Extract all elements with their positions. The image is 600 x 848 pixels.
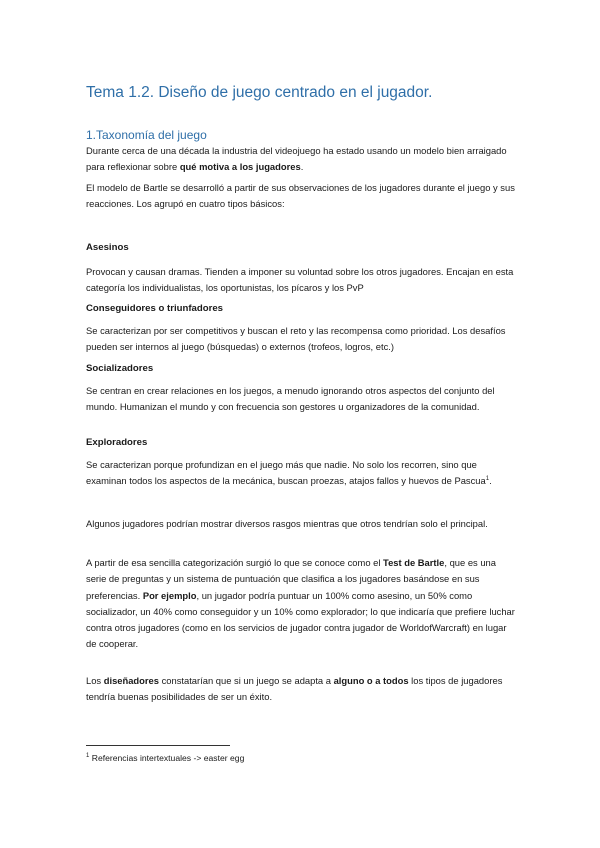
bartle-test-paragraph: A partir de esa sencilla categorización surgió lo que se conoce como el Test de Bartle, que es una serie de preguntas y un sistema de puntuación que clasifica a los jugadores basándose en sus preferencias. Por ejemplo, un jugador podría puntuar un 100% como asesino, un 50% como socializador, un 40% como conseguidor y un 10% como explorador; lo que indicaría que prefiere luchar contra otros jugadores (como en los servicios de jugador contra jugador de WorldofWarcraft) en lugar de cooperar. [86,557,515,650]
type-text-conseguidores: Se caracterizan por ser competitivos y buscan el reto y las recompensa como prioridad. Los desafíos pueden ser internos al juego (búsquedas) o externos (trofeos, logros, etc.) [86,325,506,353]
type-heading-asesinos: Asesinos [86,242,129,253]
designers-paragraph: Los diseñadores constatarían que si un juego se adapta a alguno o a todos los tipos de jugadores tendría buenas posibilidades de ser un éxito. [86,675,503,703]
intro-paragraph: Durante cerca de una década la industria del videojuego ha estado usando un modelo bien arraigado para reflexionar sobre qué motiva a los jugadores. [86,145,507,173]
type-text-exploradores: Se caracterizan porque profundizan en el juego más que nadie. No solo los recorren, sino que examinan todos los aspectos de la mecánica, buscan proezas, atajos fallos y huevos de Pascua$^1$. [86,459,492,487]
footnote-number: 1 [86,753,90,760]
type-heading-conseguidores: Conseguidores o triunfadores [86,303,223,314]
type-heading-socializadores: Socializadores [86,363,154,374]
section-heading: 1.Taxonomía del juego [86,128,207,142]
mixed-traits-paragraph: Algunos jugadores podrían mostrar diversos rasgos mientras que otros tendrían solo el principal. [86,518,488,529]
footnote [86,753,244,763]
document-title: Tema 1.2. Diseño de juego centrado en el jugador. [86,84,433,101]
footnote-ref[interactable]: 1 [485,476,490,483]
type-heading-exploradores: Exploradores [86,437,148,448]
footnote-divider [86,745,230,746]
footnote-text: Referencias intertextuales -> easter egg [91,753,245,763]
type-text-socializadores: Se centran en crear relaciones en los juegos, a menudo ignorando otros aspectos del conjunto del mundo. Humanizan el mundo y con frecuencia son gestores u organizadores de la comunidad. [86,385,495,413]
type-text-asesinos: Provocan y causan dramas. Tienden a imponer su voluntad sobre los otros jugadores. Encajan en esta categoría los individualistas, los oportunistas, los pícaros y los PvP [86,266,514,294]
bartle-intro-paragraph: El modelo de Bartle se desarrolló a partir de sus observaciones de los jugadores durante el juego y sus reacciones. Los agrupó en cuatro tipos básicos: [86,182,515,210]
